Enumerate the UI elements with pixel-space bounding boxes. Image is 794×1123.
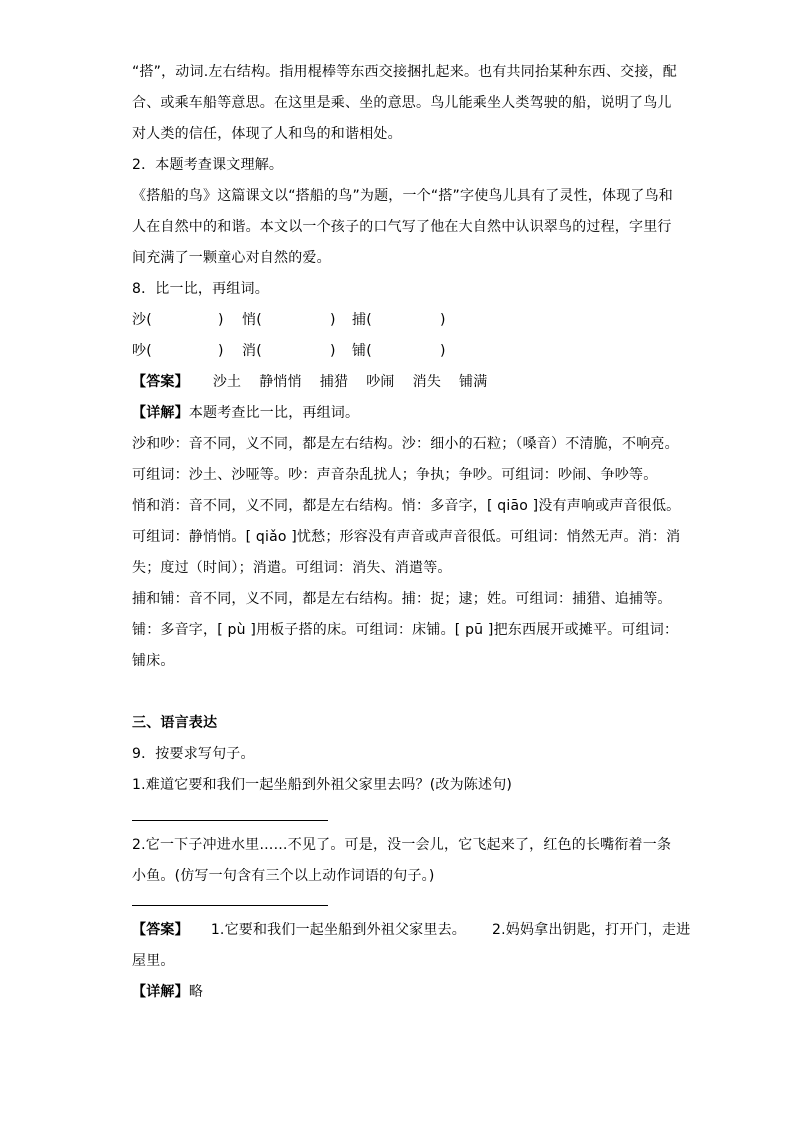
- compare-char: 消(: [242, 343, 262, 359]
- paragraph-line: “搭”，动词.左右结构。指用棍棒等东西交接捆扎起来。也有共同抬某种东西、交接，配: [132, 64, 677, 80]
- compare-char: 吵(: [132, 343, 152, 359]
- explanation-line: 悄和消：音不同，义不同，都是左右结构。悄：多音字，[ qiāo ]没有声响或声音很低。: [132, 498, 681, 514]
- answer-tag: 【答案】: [132, 374, 189, 390]
- compare-close: ): [330, 343, 336, 359]
- explanation-line: 沙和吵：音不同，义不同，都是左右结构。沙：细小的石粒；（嗓音）不清脆，不响亮。: [132, 436, 679, 452]
- paragraph-line: 对人类的信任，体现了人和鸟的和谐相处。: [132, 126, 402, 142]
- document-page: [132, 62, 691, 1013]
- paragraph-line: 人在自然中的和谐。本文以一个孩子的口气写了他在大自然中认识翠鸟的过程，字里行: [132, 219, 672, 235]
- detail-8: [132, 403, 672, 434]
- detail-text: 本题考查比一比，再组词。: [188, 405, 360, 421]
- compare-close: ): [218, 343, 224, 359]
- answer-9: [132, 920, 691, 951]
- answer-8: [132, 372, 672, 403]
- answer-tag: 【答案】: [132, 922, 189, 938]
- answer-word: 静悄悄: [259, 374, 302, 390]
- compare-close: ): [440, 343, 446, 359]
- answer-word: 消失: [412, 374, 442, 390]
- explanation-line: 铺床。: [132, 653, 175, 669]
- compare-close: ): [218, 312, 224, 328]
- compare-row: [132, 310, 672, 341]
- compare-char: 铺(: [352, 343, 372, 359]
- detail-9: [132, 982, 672, 1013]
- answer-9-continued: 屋里。: [132, 953, 175, 969]
- paragraph-line: 合、或乘车船等意思。在这里是乘、坐的意思。鸟儿能乘坐人类驾驶的船，说明了鸟儿: [132, 95, 672, 111]
- answer-word: 铺满: [459, 374, 488, 390]
- explanation-line: 可组词：静悄悄。[ qiǎo ]忧愁；形容没有声音或声音很低。可组词：悄然无声。消：消: [132, 529, 681, 545]
- question-8-heading: 8．比一比，再组词。: [132, 281, 269, 297]
- explanation-line: 捕和铺：音不同，义不同，都是左右结构。捕：捉；逮；姓。可组词：捕猎、追捕等。: [132, 591, 672, 607]
- answer-sentence-1: 1.它要和我们一起坐船到外祖父家里去。: [210, 922, 466, 938]
- paragraph-line: 《搭船的鸟》这篇课文以“搭船的鸟”为题，一个“搭”字使鸟儿具有了灵性，体现了鸟和: [132, 188, 674, 204]
- sentence-task-2: 小鱼。(仿写一句含有三个以上动作词语的句子。): [132, 868, 435, 884]
- question-9-heading: 9．按要求写句子。: [132, 746, 255, 762]
- answer-word: 沙土: [212, 374, 242, 390]
- answer-word: 捕猎: [319, 374, 349, 390]
- compare-close: ): [330, 312, 336, 328]
- sentence-task-2: 2.它一下子冲进水里……不见了。可是，没一会儿，它飞起来了，红色的长嘴衔着一条: [132, 837, 672, 853]
- detail-tag: 【详解】: [132, 405, 189, 421]
- compare-char: 沙(: [132, 312, 152, 328]
- answer-sentence-2: 2.妈妈拿出钥匙，打开门，走进: [491, 922, 691, 938]
- sentence-task-1: 1.难道它要和我们一起坐船到外祖父家里去吗？(改为陈述句): [132, 777, 513, 793]
- answer-word: 吵闹: [366, 374, 395, 390]
- section-3-heading: 三、语言表达: [132, 715, 218, 731]
- spacer: [132, 682, 672, 713]
- detail-text: 略: [188, 984, 204, 1000]
- compare-char: 悄(: [242, 312, 262, 328]
- explanation-line: 铺：多音字，[ pù ]用板子搭的床。可组词：床铺。[ pū ]把东西展开或摊平。可组词：: [132, 622, 679, 638]
- explanation-line: 失；度过（时间）；消遣。可组词：消失、消遣等。: [132, 560, 452, 576]
- compare-row: [132, 341, 672, 372]
- compare-char: 捕(: [352, 312, 372, 328]
- detail-tag: 【详解】: [132, 984, 189, 1000]
- paragraph-line: 间充满了一颗童心对自然的爱。: [132, 250, 331, 266]
- explanation-line: 可组词：沙土、沙哑等。吵：声音杂乱扰人；争执；争吵。可组词：吵闹、争吵等。: [132, 467, 658, 483]
- question-2-heading: 2．本题考查课文理解。: [132, 157, 284, 173]
- compare-close: ): [440, 312, 446, 328]
